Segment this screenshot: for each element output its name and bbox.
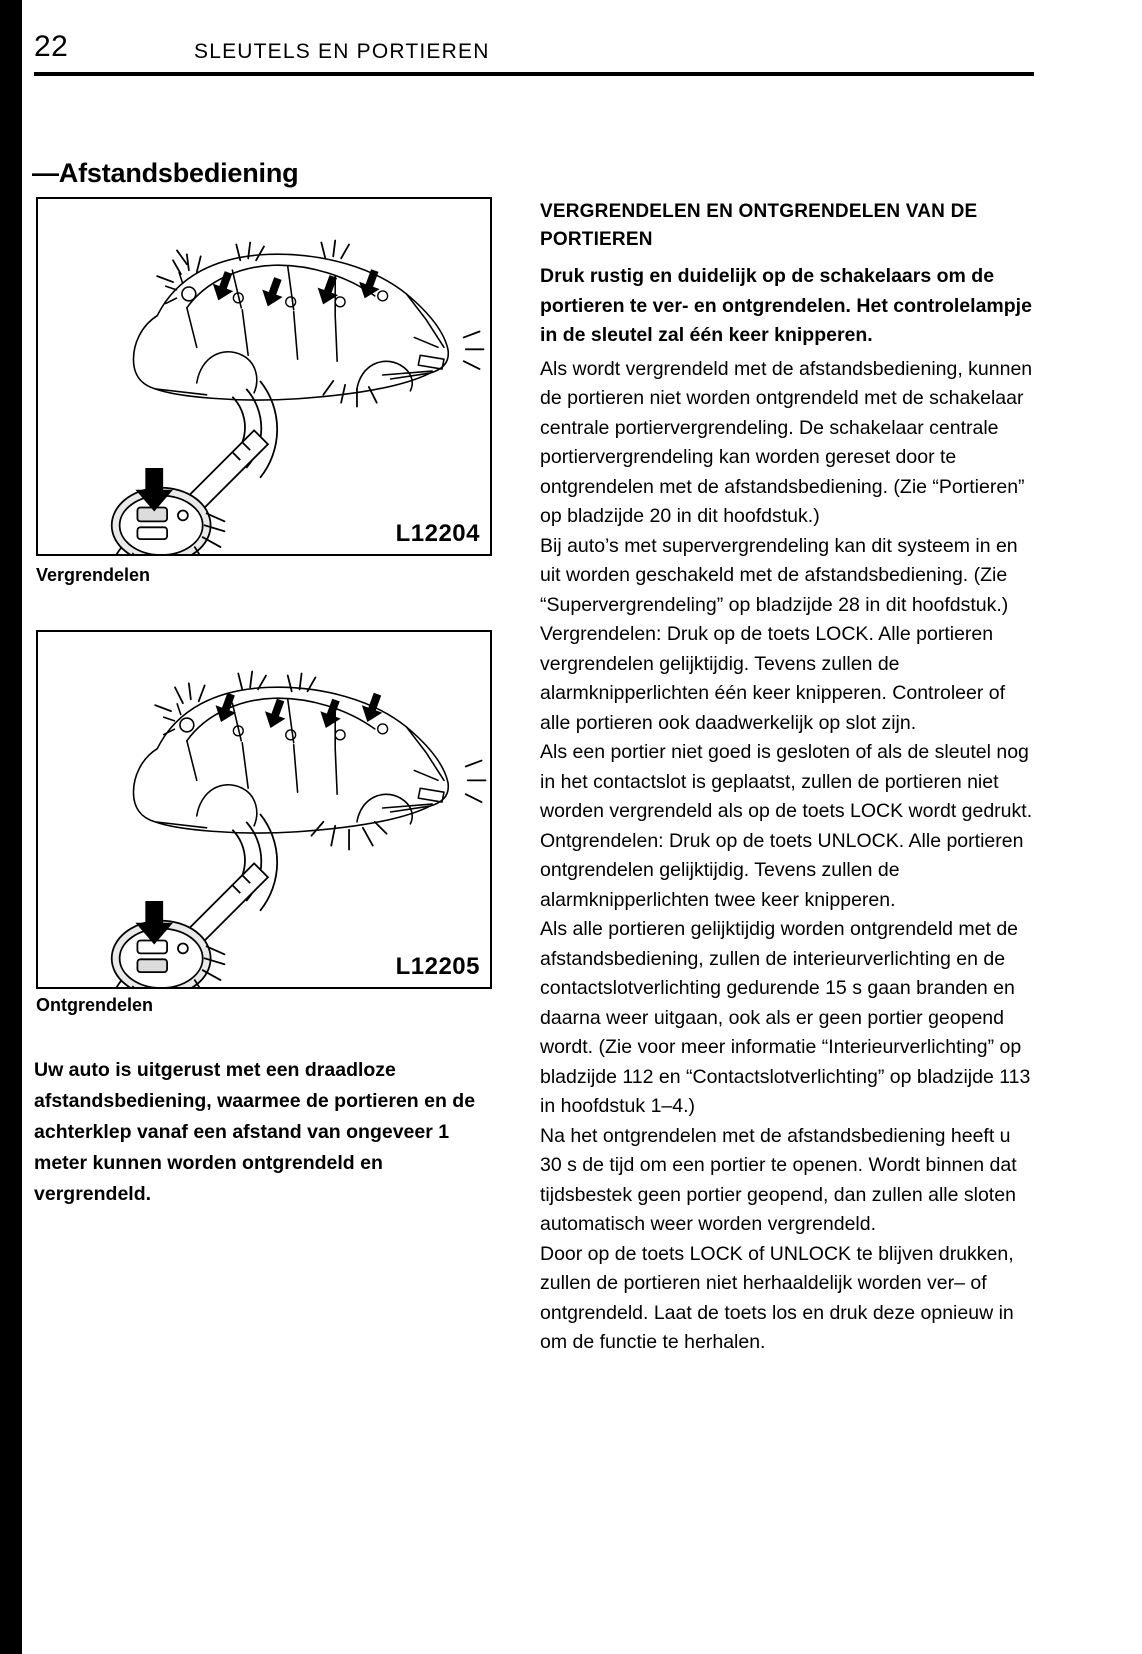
body-paragraph-2: Bij auto’s met supervergrendeling kan dit systeem in en uit worden geschakeld met de afstandsbediening. (Zie “Supervergrendeling” op bladzijde 28 in dit hoofdstuk.) [540,534,1018,616]
figure-ontgrendelen [36,630,492,989]
figure-caption-unlock: Ontgrendelen [36,995,154,1015]
body-paragraph-5: Ontgrendelen: Druk op de toets UNLOCK. Alle portieren ontgrendelen gelijktijdig. Tevens zullen de alarmknipperlichten twee keer knipperen. [540,829,1024,911]
figure-code-unlock: L12205 [395,953,480,980]
figure-caption-lock: Vergrendelen [36,565,151,585]
body-paragraph-6: Als alle portieren gelijktijdig worden ontgrendeld met de afstandsbediening, zullen de interieurverlichting en de contactslotverlichting gedurende 15 s gaan branden en daarna weer uitgaan, ook als er geen portier geopend wordt. (Zie voor meer informatie “Interieurverlichting” op bladzijde 112 en “Contactslotverlichting” op bladzijde 113 in hoofdstuk 1–4.) [540,918,1031,1117]
right-column-lead: Druk rustig en duidelijk op de schakelaars om de portieren te ver- en ontgrendelen. Het controlelampje in de sleutel zal één keer knipperen. [540,265,1032,346]
figure-code-lock: L12204 [395,520,480,547]
body-paragraph-1: Als wordt vergrendeld met de afstandsbediening, kunnen de portieren niet worden ontgrendeld met de schakelaar centrale portiervergrendeling. De schakelaar centrale portiervergrendeling kan worden gereset door te ontgrendelen met de afstandsbediening. (Zie “Portieren” op bladzijde 20 in dit hoofdstuk.) [540,357,1033,527]
section-title: —Afstandsbediening [32,158,299,188]
figure-vergrendelen [36,197,492,556]
header-divider [34,72,1034,76]
page-edge-bar [0,0,22,1654]
remote-lock-illustration [38,199,490,554]
page-number: 22 [34,30,69,63]
body-paragraph-7: Na het ontgrendelen met de afstandsbediening heeft u 30 s de tijd om een portier te openen. Wordt binnen dat tijdsbestek geen portier geopend, dan zullen alle sloten automatisch weer worden vergrendeld. [540,1124,1017,1235]
body-paragraph-3: Vergrendelen: Druk op de toets LOCK. Alle portieren vergrendelen gelijktijdig. Tevens zullen de alarmknipperlichten één keer knipperen. Controleer of alle portieren ook daadwerkelijk op slot zijn. [540,623,1006,734]
body-paragraph-4: Als een portier niet goed is gesloten of als de sleutel nog in het contactslot is geplaatst, zullen de portieren niet worden vergrendeld als op de toets LOCK wordt gedrukt. [540,741,1033,822]
right-column [540,198,1036,1358]
intro-paragraph: Uw auto is uitgerust met een draadloze afstandsbediening, waarmee de portieren en de achterklep vanaf een afstand van ongeveer 1 meter kunnen worden ontgrendeld en vergrendeld. [34,1059,476,1205]
body-paragraph-8: Door op de toets LOCK of UNLOCK te blijven drukken, zullen de portieren niet herhaaldelijk worden ver– of ontgrendeld. Laat de toets los en druk deze opnieuw in om de functie te herhalen. [540,1242,1014,1353]
remote-unlock-illustration [38,632,490,987]
right-column-heading: VERGRENDELEN EN ONTGRENDELEN VAN DE PORTIEREN [540,201,978,250]
header-chapter-title: SLEUTELS EN PORTIEREN [194,40,490,63]
